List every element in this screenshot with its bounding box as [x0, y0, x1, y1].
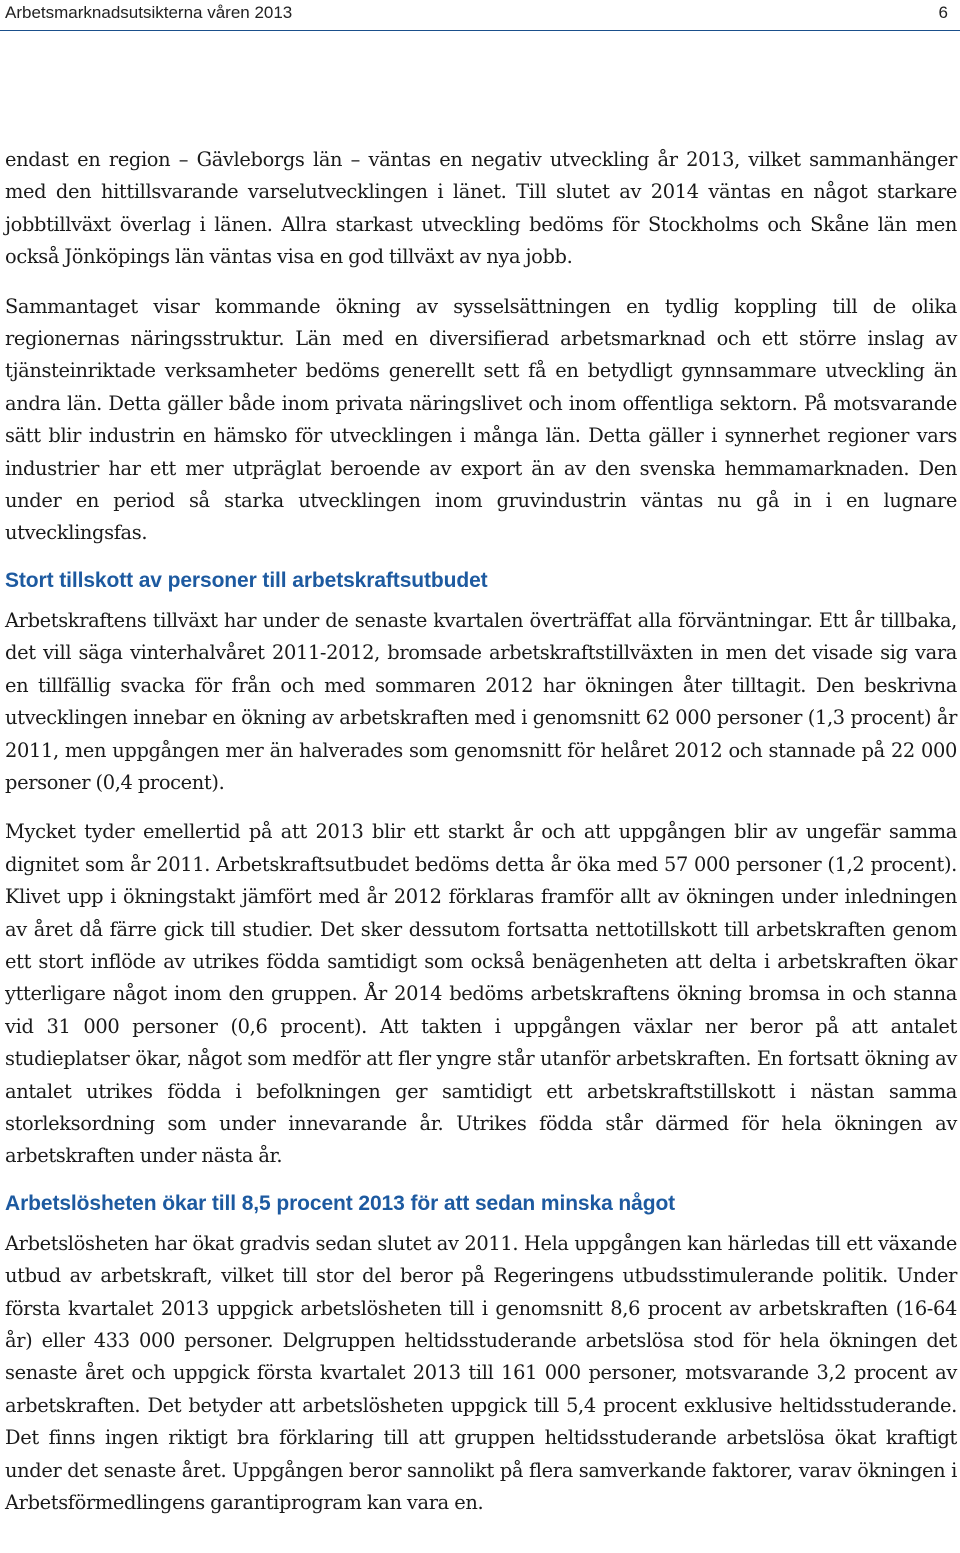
page-number: 6: [938, 3, 948, 22]
paragraph: Mycket tyder emellertid på att 2013 blir ett starkt år och att uppgången blir av ungefär samma dignitet som år 2011. Arbetskraftsutbudet bedöms detta år öka med 57 000 personer (1,2 procent). Klivet upp i ökningstakt jämfört med år 2012 förklaras framför allt av ökningen under inledningen av året då färre gick till studier. Det sker dessutom fortsatta nettotillskott till arbetskraften genom ett stort inflöde av utrikes födda samtidigt som också benägenheten att delta i arbetskraften ökar ytterligare något inom den gruppen. År 2014 bedöms arbetskraftens ökning bromsa in och stanna vid 31 000 personer (0,6 procent). Att takten i uppgången växlar ner beror på att antalet studieplatser ökar, något som medför att fler yngre står utanför arbetskraften. En fortsatt ökning av antalet utrikes födda i befolkningen ger samtidigt ett arbetskraftstillskott i nästan samma storleksordning som under innevarande år. Utrikes födda står därmed för hela ökningen av arbetskraften under nästa år.: [5, 820, 957, 1168]
body-text: [5, 144, 957, 1536]
section-heading: Arbetslösheten ökar till 8,5 procent 2013 för att sedan minska något: [5, 1191, 676, 1215]
paragraph: Arbetslösheten har ökat gradvis sedan slutet av 2011. Hela uppgången kan härledas till ett växande utbud av arbetskraft, vilket till stor del beror på Regeringens utbudsstimulerande politik. Under första kvartalet 2013 uppgick arbetslösheten till i genomsnitt 8,6 procent av arbetskraften (16-64 år) eller 433 000 personer. Delgruppen heltidsstuderande arbetslösa stod för hela ökningen det senaste året och uppgick första kvartalet 2013 till 161 000 personer, motsvarande 3,2 procent av arbetskraften. Det betyder att arbetslösheten uppgick till 5,4 procent exklusive heltidsstuderande. Det finns ingen riktigt bra förklaring till att gruppen heltidsstuderande arbetslösa ökat kraftigt under det senaste året. Uppgången beror sannolikt på flera samverkande faktorer, varav ökningen i Arbetsförmedlingens garantiprogram kan vara en.: [5, 1231, 957, 1515]
report-title: Arbetsmarknadsutsikterna våren 2013: [5, 3, 293, 22]
running-header: [5, 2, 948, 26]
paragraph: Arbetskraftens tillväxt har under de senaste kvartalen överträffat alla förväntningar. Ett år tillbaka, det vill säga vinterhalvåret 2011-2012, bromsade arbetskraftstillväxten in men det visade sig vara en tillfällig svacka för från och med sommaren 2012 har ökningen åter tilltagit. Den beskrivna utvecklingen innebar en ökning av arbetskraften med i genomsnitt 62 000 personer (1,3 procent) år 2011, men uppgången mer än halverades som genomsnitt för helåret 2012 och stannade på 22 000 personer (0,4 procent).: [5, 608, 957, 794]
paragraph: endast en region – Gävleborgs län – väntas en negativ utveckling år 2013, vilket sammanhänger med den hittillsvarande varselutvecklingen i länet. Till slutet av 2014 väntas en något starkare jobbtillväxt överlag i länen. Allra starkast utveckling bedöms för Stockholms och Skåne län men också Jönköpings län väntas visa en god tillväxt av nya jobb.: [5, 148, 957, 269]
section-heading: Stort tillskott av personer till arbetskraftsutbudet: [5, 568, 488, 592]
paragraph: Sammantaget visar kommande ökning av sysselsättningen en tydlig koppling till de olika regionernas näringsstruktur. Län med en diversifierad arbetsmarknad och ett större inslag av tjänsteinriktade verksamheter bedöms generellt sett få en betydligt gynnsammare utveckling än andra län. Detta gäller både inom privata näringslivet och inom offentliga sektorn. På motsvarande sätt blir industrin en hämsko för utvecklingen i många län. Detta gäller i synnerhet regioner vars industrier har ett mer utpräglat beroende av export än av den svenska hemmamarknaden. Den under en period så starka utvecklingen inom gruvindustrin väntas nu gå in i en lugnare utvecklingsfas.: [5, 294, 957, 545]
header-rule: [0, 30, 960, 31]
